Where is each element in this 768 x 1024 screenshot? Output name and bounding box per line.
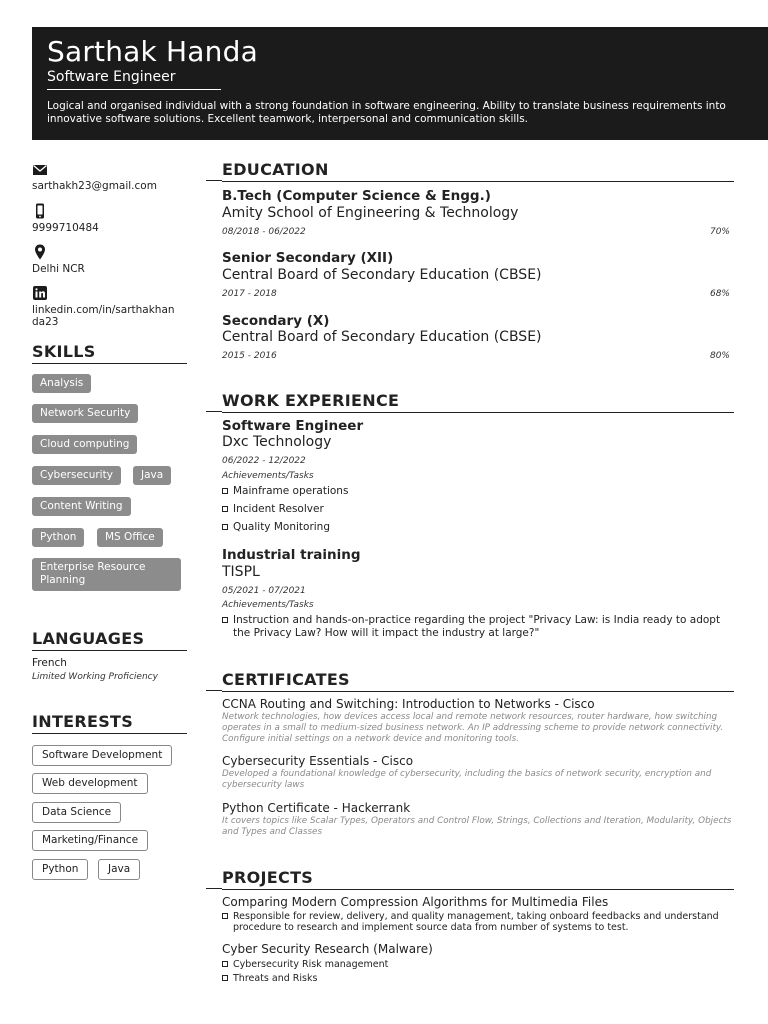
- heading-rule-lead: [206, 391, 222, 412]
- task-item: [222, 614, 732, 640]
- work-company: TISPL: [222, 564, 260, 580]
- certificate-description: It covers topics like Scalar Types, Operators and Control Flow, Strings, Collections and Iteration, Modularity, Objects and Types and Classes: [222, 816, 732, 837]
- bullet-square: [222, 506, 228, 512]
- project-bullet-text: Cybersecurity Risk management: [233, 959, 389, 970]
- languages-heading: LANGUAGES: [32, 629, 187, 651]
- project-bullet-text: Responsible for review, delivery, and quality management, taking onboard feedbacks and understand procedure to research and implement source data from number of systems to test.: [233, 911, 719, 933]
- skill-tag: [32, 558, 181, 591]
- location-text: Delhi NCR: [32, 263, 85, 275]
- work-role: Industrial training: [222, 547, 361, 563]
- interest-tag: Java: [98, 859, 140, 880]
- education-institution: Central Board of Secondary Education (CBSE): [222, 267, 542, 283]
- bullet-square: [222, 913, 228, 919]
- certificates-heading: CERTIFICATES: [222, 670, 734, 692]
- heading-rule-lead: [206, 868, 222, 889]
- language-level: Limited Working Proficiency: [32, 672, 158, 682]
- skill-tag: Cloud computing: [32, 435, 137, 454]
- skill-tag: Java: [133, 466, 171, 485]
- project-name: Comparing Modern Compression Algorithms for Multimedia Files: [222, 895, 609, 909]
- task-text: Mainframe operations: [233, 485, 349, 497]
- education-institution: Central Board of Secondary Education (CBSE): [222, 329, 542, 345]
- bullet-square: [222, 975, 228, 981]
- education-heading: EDUCATION: [222, 160, 734, 182]
- task-text: Instruction and hands-on-practice regarding the project "Privacy Law: is India ready to adopt the Privacy Law? How will it impact the industry at large?": [233, 614, 721, 639]
- contact-location: [32, 244, 85, 275]
- education-grade: 70%: [709, 227, 730, 237]
- skills-heading: SKILLS: [32, 342, 187, 364]
- bullet-square: [222, 617, 228, 623]
- certificate-description: Network technologies, how devices access local and remote network resources, router hardware, how switching operates in a small to medium-sized business network. An IP addressing scheme to provide network connectivity. Configure initial settings on a network device and monitoring tools.: [222, 712, 724, 744]
- education-dates: 2017 - 2018: [222, 289, 277, 299]
- title-underline: [47, 89, 221, 90]
- education-institution: Amity School of Engineering & Technology: [222, 205, 519, 221]
- certificate-name: CCNA Routing and Switching: Introduction to Networks - Cisco: [222, 697, 595, 711]
- heading-rule-lead: [206, 670, 222, 691]
- achievements-label: Achievements/Tasks: [222, 471, 314, 481]
- email-text[interactable]: sarthakh23@gmail.com: [32, 180, 157, 192]
- work-experience-heading: WORK EXPERIENCE: [222, 391, 734, 413]
- interest-tag: Web development: [32, 773, 148, 794]
- contact-email: [32, 162, 157, 192]
- education-degree: Secondary (X): [222, 313, 330, 329]
- project-bullet: [222, 959, 732, 970]
- profile-summary: Logical and organised individual with a strong foundation in software engineering. Ability to translate business requirements into innovative software solutions. Excellent teamwork, interpersonal and communication skills.: [47, 100, 726, 125]
- resume-header: [32, 27, 768, 140]
- envelope-icon: [32, 162, 48, 178]
- project-bullet-text: Threats and Risks: [233, 973, 318, 984]
- skill-tag: Network Security: [32, 404, 138, 423]
- education-grade: 80%: [709, 351, 730, 361]
- project-bullet: [222, 973, 732, 984]
- task-item: [222, 485, 732, 498]
- mobile-phone-icon: [32, 203, 48, 219]
- education-grade: 68%: [709, 289, 730, 299]
- linkedin-text-line1[interactable]: linkedin.com/in/sarthakhan: [32, 304, 175, 316]
- achievements-label: Achievements/Tasks: [222, 600, 314, 610]
- heading-rule-lead: [206, 160, 222, 181]
- task-item: [222, 503, 732, 516]
- task-item: [222, 521, 732, 534]
- contact-linkedin: [32, 285, 175, 328]
- work-dates: 06/2022 - 12/2022: [222, 456, 306, 466]
- linkedin-icon: [32, 285, 48, 301]
- certificate-description: Developed a foundational knowledge of cybersecurity, including the basics of network security, encryption and cybersecurity laws: [222, 769, 712, 790]
- projects-heading: PROJECTS: [222, 868, 734, 890]
- language-name: French: [32, 657, 67, 669]
- work-role: Software Engineer: [222, 418, 364, 434]
- interest-tag: Python: [32, 859, 88, 880]
- project-bullet: [222, 911, 732, 933]
- task-text: Incident Resolver: [233, 503, 324, 515]
- interest-tag: Software Development: [32, 745, 172, 766]
- interest-tag: Marketing/Finance: [32, 830, 148, 851]
- bullet-square: [222, 961, 228, 967]
- map-pin-icon: [32, 244, 48, 260]
- job-title: Software Engineer: [47, 69, 176, 85]
- work-company: Dxc Technology: [222, 434, 332, 450]
- linkedin-text-line2[interactable]: da23: [32, 316, 59, 328]
- project-name: Cyber Security Research (Malware): [222, 942, 433, 956]
- bullet-square: [222, 524, 228, 530]
- interests-heading: INTERESTS: [32, 712, 187, 734]
- skill-tag: Content Writing: [32, 497, 131, 516]
- interest-tag: Data Science: [32, 802, 121, 823]
- work-dates: 05/2021 - 07/2021: [222, 586, 306, 596]
- contact-phone: [32, 203, 99, 234]
- skill-tag-line: Enterprise Resource: [40, 561, 146, 573]
- skill-tag: MS Office: [97, 528, 163, 547]
- bullet-square: [222, 488, 228, 494]
- person-name: Sarthak Handa: [47, 35, 258, 68]
- skill-tag-line: Planning: [40, 574, 86, 586]
- skill-tag: Python: [32, 528, 84, 547]
- skill-tag: Analysis: [32, 374, 91, 393]
- education-degree: B.Tech (Computer Science & Engg.): [222, 188, 491, 204]
- task-text: Quality Monitoring: [233, 521, 331, 533]
- skill-tag: Cybersecurity: [32, 466, 121, 485]
- certificate-name: Python Certificate - Hackerrank: [222, 801, 411, 815]
- education-dates: 08/2018 - 06/2022: [222, 227, 306, 237]
- education-degree: Senior Secondary (XII): [222, 250, 394, 266]
- certificate-name: Cybersecurity Essentials - Cisco: [222, 754, 414, 768]
- education-dates: 2015 - 2016: [222, 351, 277, 361]
- phone-text: 9999710484: [32, 222, 99, 234]
